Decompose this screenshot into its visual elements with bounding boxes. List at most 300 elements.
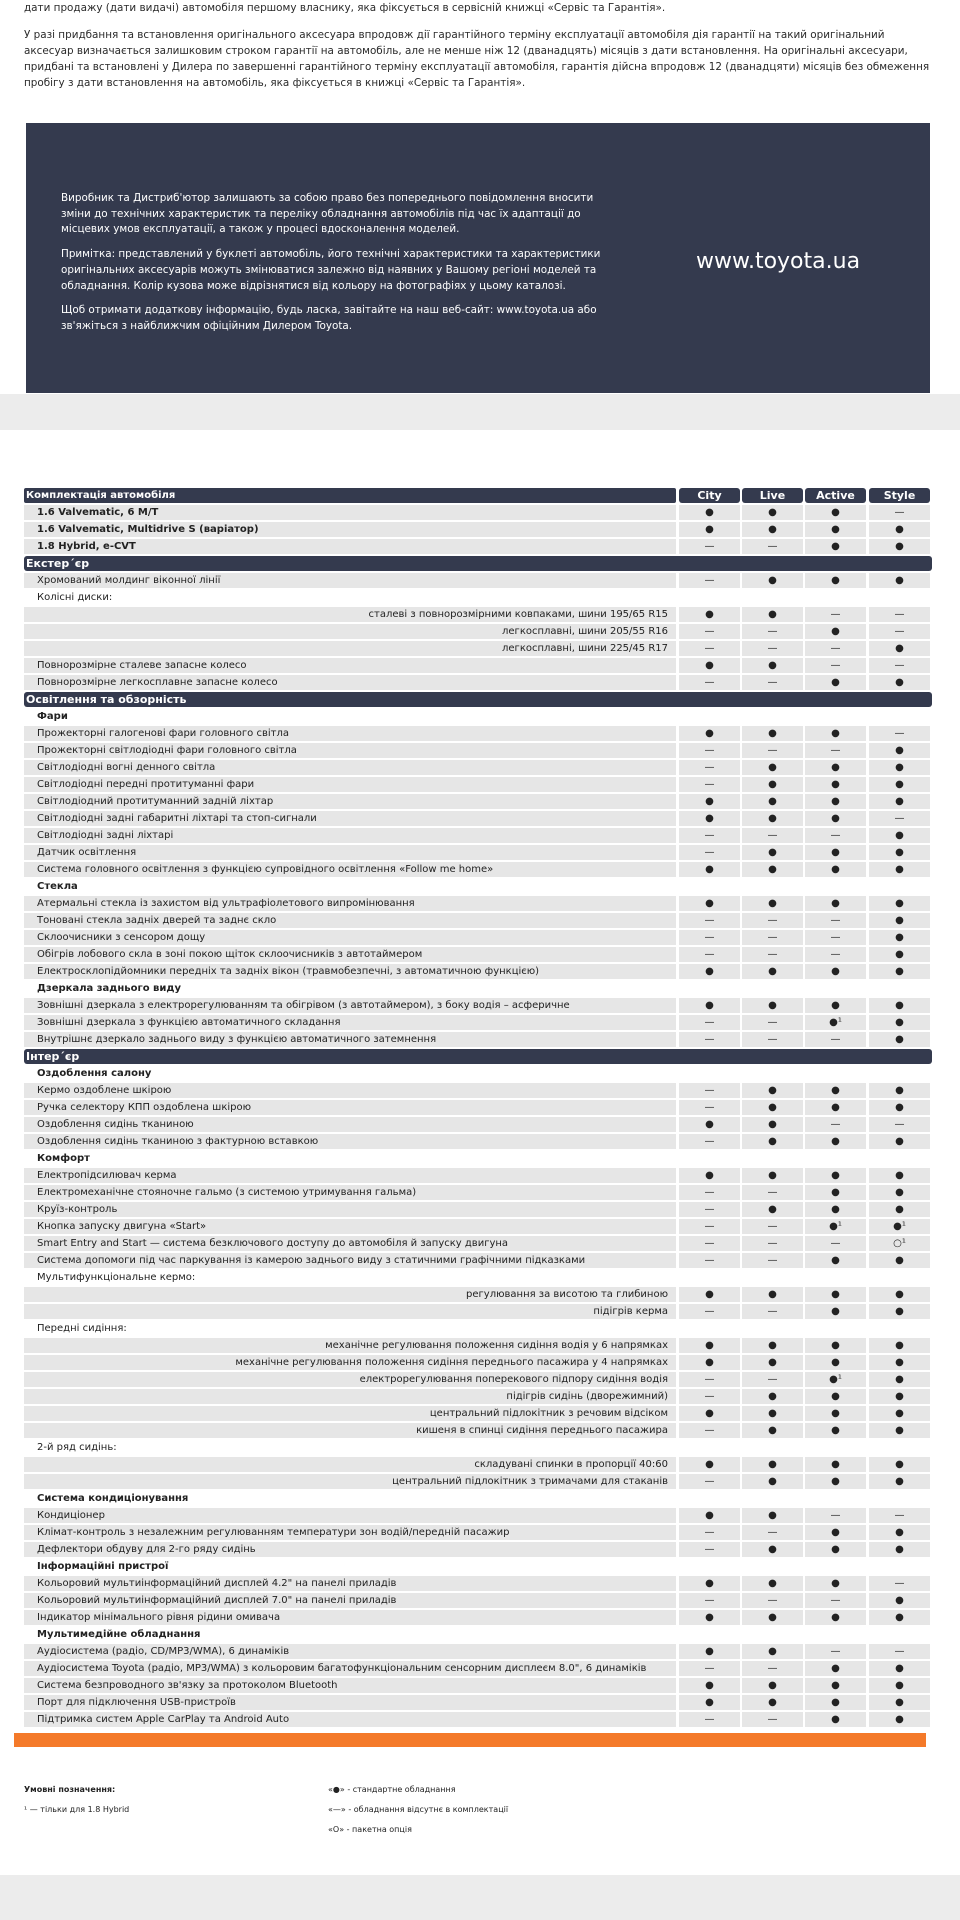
cell-style: ● (869, 1287, 930, 1302)
table-row (24, 1303, 932, 1320)
row-label: Оздоблення сидінь тканиною (24, 1117, 676, 1132)
cell-style: ● (869, 1593, 930, 1608)
row-label: Зовнішні дзеркала з електрорегулюванням та обігрівом (з автотаймером), з боку водія – асферичне (24, 998, 676, 1013)
cell-style (869, 1627, 930, 1642)
cell-style (869, 981, 930, 996)
trim-header-live: Live (742, 488, 803, 503)
row-label: Світлодіодні задні габаритні ліхтарі та стоп-сигнали (24, 811, 676, 826)
cell-city: ● (679, 1338, 740, 1353)
table-row (24, 1116, 932, 1133)
cell-city: — (679, 1372, 740, 1387)
cell-live: — (742, 1219, 803, 1234)
cell-live: — (742, 1712, 803, 1727)
table-row (24, 1320, 932, 1337)
cell-style: ● (869, 1661, 930, 1676)
cell-city: — (679, 1423, 740, 1438)
cell-style: ● (869, 1406, 930, 1421)
cell-city: — (679, 1032, 740, 1047)
cell-city: — (679, 573, 740, 588)
cell-active: ● (805, 1253, 866, 1268)
cell-style: ● (869, 1389, 930, 1404)
cell-style: ● (869, 675, 930, 690)
cell-live (742, 1627, 803, 1642)
cell-style: ●¹ (869, 1219, 930, 1234)
table-row (24, 759, 932, 776)
row-label: Система допомоги під час паркування із камерою заднього виду з статичними графічними підказками (24, 1253, 676, 1268)
table-row (24, 1235, 932, 1252)
cell-city: — (679, 828, 740, 843)
cell-live (742, 879, 803, 894)
row-label: Аудіосистема (радіо, CD/MP3/WMA), 6 динаміків (24, 1644, 676, 1659)
cell-city: ● (679, 1695, 740, 1710)
row-label: Колісні диски: (24, 590, 676, 605)
row-label: Smart Entry and Start — система безключового доступу до автомобіля й запуску двигуна (24, 1236, 676, 1251)
cell-city: — (679, 1083, 740, 1098)
cell-live: ● (742, 1117, 803, 1132)
table-row (24, 776, 932, 793)
cell-active: ● (805, 964, 866, 979)
table-row (24, 997, 932, 1014)
trim-header-city: City (679, 488, 740, 503)
row-label: Інформаційні пристрої (24, 1559, 676, 1574)
cell-active (805, 1151, 866, 1166)
row-label: Порт для підключення USB-пристроїв (24, 1695, 676, 1710)
row-label: Система головного освітлення з функцією супровідного освітлення «Follow me home» (24, 862, 676, 877)
cell-style: ● (869, 930, 930, 945)
cell-active: ● (805, 1576, 866, 1591)
table-row (24, 1575, 932, 1592)
table-row (24, 1711, 932, 1728)
cell-live: ● (742, 658, 803, 673)
cell-active: ● (805, 522, 866, 537)
cell-style: ● (869, 1610, 930, 1625)
cell-style: ● (869, 862, 930, 877)
cell-active: ● (805, 1525, 866, 1540)
cell-live: ● (742, 1406, 803, 1421)
cell-active (805, 981, 866, 996)
cell-live (742, 1270, 803, 1285)
section-header (24, 1048, 932, 1065)
cell-active: ● (805, 862, 866, 877)
cell-style: ● (869, 998, 930, 1013)
row-label: Підтримка систем Apple CarPlay та Android Auto (24, 1712, 676, 1727)
table-row (24, 1082, 932, 1099)
table-row (24, 1643, 932, 1660)
table-row (24, 1167, 932, 1184)
row-label: Комфорт (24, 1151, 676, 1166)
row-label: Датчик освітлення (24, 845, 676, 860)
cell-active: — (805, 1117, 866, 1132)
cell-live: ● (742, 862, 803, 877)
cell-live: ● (742, 1474, 803, 1489)
row-label: Хромований молдинг віконної лінії (24, 573, 676, 588)
row-label: Електропідсилювач керма (24, 1168, 676, 1183)
table-row (24, 1269, 932, 1286)
cell-city: — (679, 777, 740, 792)
cell-live: ● (742, 1202, 803, 1217)
row-label: легкосплавні, шини 205/55 R16 (24, 624, 676, 639)
row-label: Електросклопідйомники передніх та задніх вікон (травмобезпечні, з автоматичною функцією) (24, 964, 676, 979)
table-row (24, 521, 932, 538)
cell-city: — (679, 1202, 740, 1217)
cell-style (869, 1440, 930, 1455)
table-title: Комплектація автомобіля (24, 488, 676, 503)
cell-live: ● (742, 1576, 803, 1591)
row-label: Обігрів лобового скла в зоні покою щіток склоочисників з автотаймером (24, 947, 676, 962)
cell-style (869, 1151, 930, 1166)
cell-style: ● (869, 1338, 930, 1353)
cell-style (869, 1270, 930, 1285)
table-row (24, 1065, 932, 1082)
table-row (24, 1490, 932, 1507)
cell-city (679, 1559, 740, 1574)
table-row (24, 1473, 932, 1490)
row-label: Зовнішні дзеркала з функцією автоматичного складання (24, 1015, 676, 1030)
cell-style: ● (869, 1134, 930, 1149)
cell-active: — (805, 1032, 866, 1047)
cell-live: — (742, 641, 803, 656)
cell-live (742, 1491, 803, 1506)
cell-live: ● (742, 1457, 803, 1472)
cell-active: ● (805, 1355, 866, 1370)
cell-live: — (742, 1525, 803, 1540)
cell-city: — (679, 1525, 740, 1540)
cell-city: — (679, 641, 740, 656)
table-row (24, 878, 932, 895)
table-row (24, 1252, 932, 1269)
row-label: Передні сидіння: (24, 1321, 676, 1336)
cell-active (805, 1440, 866, 1455)
cell-active: ● (805, 794, 866, 809)
cell-city: — (679, 1304, 740, 1319)
cell-live: ● (742, 1508, 803, 1523)
cell-live: ● (742, 573, 803, 588)
table-row (24, 538, 932, 555)
cell-live: ● (742, 811, 803, 826)
cell-style: ○¹ (869, 1236, 930, 1251)
cell-active (805, 1321, 866, 1336)
cell-style: — (869, 1644, 930, 1659)
row-label: кишеня в спинці сидіння переднього пасажира (24, 1423, 676, 1438)
cell-live: — (742, 743, 803, 758)
cell-style (869, 879, 930, 894)
cell-style: ● (869, 539, 930, 554)
cell-active: ●¹ (805, 1372, 866, 1387)
cell-style: ● (869, 1525, 930, 1540)
row-label: 1.6 Valvematic, 6 M/T (24, 505, 676, 520)
cell-city: — (679, 760, 740, 775)
row-label: Кнопка запуску двигуна «Start» (24, 1219, 676, 1234)
cell-style: — (869, 658, 930, 673)
cell-city: — (679, 1015, 740, 1030)
cell-city: — (679, 743, 740, 758)
cell-live (742, 1066, 803, 1081)
legend-title: Умовні позначення: (24, 1785, 116, 1794)
cell-style: ● (869, 743, 930, 758)
cell-active: ● (805, 1100, 866, 1115)
row-label: Система безпроводного зв'язку за протоколом Bluetooth (24, 1678, 676, 1693)
row-label: Ручка селектору КПП оздоблена шкірою (24, 1100, 676, 1115)
cell-style: ● (869, 641, 930, 656)
cell-city: — (679, 1219, 740, 1234)
cell-active (805, 1627, 866, 1642)
cell-style: ● (869, 1168, 930, 1183)
cell-city: ● (679, 896, 740, 911)
row-label: Дефлектори обдуву для 2-го ряду сидінь (24, 1542, 676, 1557)
cell-city: ● (679, 1355, 740, 1370)
cell-style (869, 1559, 930, 1574)
row-label: підігрів сидінь (дворежимний) (24, 1389, 676, 1404)
row-label: Мультифункціональне кермо: (24, 1270, 676, 1285)
cell-live: ● (742, 1134, 803, 1149)
table-row (24, 1592, 932, 1609)
cell-style: ● (869, 794, 930, 809)
cell-active: ● (805, 1185, 866, 1200)
legend-note: ¹ — тільки для 1.8 Hybrid (24, 1805, 130, 1814)
cell-style: — (869, 811, 930, 826)
row-label: 1.6 Valvematic, Multidrive S (варіатор) (24, 522, 676, 537)
table-row (24, 708, 932, 725)
cell-city (679, 1066, 740, 1081)
table-header (24, 487, 932, 504)
row-label: Електромеханічне стояночне гальмо (з системою утримування гальма) (24, 1185, 676, 1200)
row-label: Оздоблення салону (24, 1066, 676, 1081)
cell-active: ● (805, 1287, 866, 1302)
row-label: сталеві з повнорозмірними ковпаками, шини 195/65 R15 (24, 607, 676, 622)
cell-active: — (805, 947, 866, 962)
cell-city: ● (679, 1457, 740, 1472)
table-row (24, 1184, 932, 1201)
table-row (24, 963, 932, 980)
cell-city: — (679, 624, 740, 639)
table-row (24, 895, 932, 912)
cell-city: ● (679, 1610, 740, 1625)
table-row (24, 1201, 932, 1218)
cell-city: ● (679, 1508, 740, 1523)
row-label: Прожекторні світлодіодні фари головного світла (24, 743, 676, 758)
intro-paragraph: У разі придбання та встановлення оригінального аксесуара впродовж дії гарантійного терміну експлуатації автомобіля дія гарантії на такий оригінальний аксесуар визначається залишковим строком гарантії на автомобіль, але не менше ніж 12 (дванадцять) місяців з дати встановлення. На оригінальні аксесуари, придбані та встановлені у Дилера по завершенні гарантійного терміну експлуатації автомобіля, гарантія дійсна впродовж 12 (дванадцяти) місяців без обмеження пробігу з дати встановлення на автомобіль, яка фіксується в книжці «Сервіс та Гарантія». (24, 29, 930, 89)
cell-live (742, 709, 803, 724)
row-label: Кондиціонер (24, 1508, 676, 1523)
page-top (0, 0, 960, 394)
cell-active (805, 709, 866, 724)
cell-live (742, 1559, 803, 1574)
cell-active: — (805, 607, 866, 622)
cell-active: ● (805, 1712, 866, 1727)
cell-live: — (742, 539, 803, 554)
legend-package: «О» - пакетна опція (328, 1825, 412, 1834)
cell-live: ● (742, 794, 803, 809)
row-label: складувані спинки в пропорції 40:60 (24, 1457, 676, 1472)
cell-style (869, 1491, 930, 1506)
row-label: 2-й ряд сидінь: (24, 1440, 676, 1455)
cell-city: — (679, 1253, 740, 1268)
cell-style (869, 1321, 930, 1336)
cell-city: — (679, 1389, 740, 1404)
cell-active: ● (805, 1168, 866, 1183)
table-row (24, 1677, 932, 1694)
cell-active: ● (805, 505, 866, 520)
cell-live: ● (742, 1678, 803, 1693)
cell-city (679, 1270, 740, 1285)
cell-style: ● (869, 845, 930, 860)
page-gap (0, 394, 960, 430)
cell-live: — (742, 1304, 803, 1319)
row-label: Склоочисники з сенсором дощу (24, 930, 676, 945)
cell-active: ● (805, 573, 866, 588)
cell-city: — (679, 1185, 740, 1200)
cell-style: ● (869, 760, 930, 775)
row-label: Атермальні стекла із захистом від ультрафіолетового випромінювання (24, 896, 676, 911)
row-label: Дзеркала заднього виду (24, 981, 676, 996)
cell-active (805, 1270, 866, 1285)
table-row (24, 1694, 932, 1711)
intro-text (24, 0, 936, 102)
row-label: Світлодіодний протитуманний задній ліхтар (24, 794, 676, 809)
cell-city: — (679, 1474, 740, 1489)
cell-city: ● (679, 862, 740, 877)
cell-live: ● (742, 607, 803, 622)
table-row (24, 1388, 932, 1405)
row-label: центральний підлокітник з тримачами для стаканів (24, 1474, 676, 1489)
cell-city: — (679, 1661, 740, 1676)
row-label: Тоновані стекла задніх дверей та заднє скло (24, 913, 676, 928)
cell-live: — (742, 1661, 803, 1676)
cell-active: ● (805, 998, 866, 1013)
cell-live: ● (742, 522, 803, 537)
cell-style: ● (869, 1695, 930, 1710)
table-row (24, 640, 932, 657)
row-label: Повнорозмірне легкосплавне запасне колесо (24, 675, 676, 690)
cell-style (869, 590, 930, 605)
table-row (24, 1456, 932, 1473)
cell-live: — (742, 1372, 803, 1387)
cell-city: — (679, 913, 740, 928)
cell-city (679, 1151, 740, 1166)
table-row (24, 861, 932, 878)
cell-active: — (805, 930, 866, 945)
cell-style: ● (869, 1015, 930, 1030)
table-row (24, 572, 932, 589)
table-row (24, 1422, 932, 1439)
cell-active: ● (805, 726, 866, 741)
cell-live: — (742, 828, 803, 843)
table-row (24, 589, 932, 606)
cell-style: — (869, 726, 930, 741)
cell-city: — (679, 1712, 740, 1727)
cell-active: ● (805, 1474, 866, 1489)
row-label: Кольоровий мультиінформаційний дисплей 4.2" на панелі приладів (24, 1576, 676, 1591)
section-header (24, 555, 932, 572)
table-row (24, 827, 932, 844)
cell-live: ● (742, 1644, 803, 1659)
cell-style: ● (869, 1372, 930, 1387)
cell-active: ● (805, 1338, 866, 1353)
cell-active (805, 590, 866, 605)
legend-left (24, 1780, 129, 1820)
cell-active: ● (805, 777, 866, 792)
cell-active (805, 1491, 866, 1506)
cell-city: — (679, 845, 740, 860)
cell-live: ● (742, 1389, 803, 1404)
cell-live: — (742, 1253, 803, 1268)
cell-style: ● (869, 522, 930, 537)
cell-city (679, 1440, 740, 1455)
cell-live: ● (742, 1100, 803, 1115)
table-row (24, 810, 932, 827)
cell-active (805, 1559, 866, 1574)
cell-city: ● (679, 964, 740, 979)
cell-live: — (742, 675, 803, 690)
cell-style: ● (869, 896, 930, 911)
cell-live: ● (742, 726, 803, 741)
table-row (24, 1660, 932, 1677)
table-row (24, 1439, 932, 1456)
cell-live: ● (742, 1423, 803, 1438)
table-row (24, 1099, 932, 1116)
cell-style: ● (869, 1355, 930, 1370)
row-label: Мультимедійне обладнання (24, 1627, 676, 1642)
cell-style: ● (869, 1253, 930, 1268)
notice-text (61, 191, 606, 344)
cell-style: — (869, 1117, 930, 1132)
row-label: центральний підлокітник з речовим відсіком (24, 1406, 676, 1421)
cell-active (805, 1066, 866, 1081)
row-label: механічне регулювання положення сидіння переднього пасажира у 4 напрямках (24, 1355, 676, 1370)
table-row (24, 1371, 932, 1388)
cell-active: ● (805, 1542, 866, 1557)
cell-live: — (742, 1032, 803, 1047)
cell-style: ● (869, 913, 930, 928)
cell-live: — (742, 1015, 803, 1030)
table-row (24, 1626, 932, 1643)
cell-city (679, 1321, 740, 1336)
cell-city: — (679, 1593, 740, 1608)
cell-live (742, 1321, 803, 1336)
cell-city (679, 981, 740, 996)
table-row (24, 657, 932, 674)
row-label: Повнорозмірне сталеве запасне колесо (24, 658, 676, 673)
cell-active: — (805, 1593, 866, 1608)
cell-city: ● (679, 1644, 740, 1659)
cell-city: ● (679, 505, 740, 520)
cell-city: ● (679, 811, 740, 826)
cell-active: ● (805, 1389, 866, 1404)
row-label: легкосплавні, шини 225/45 R17 (24, 641, 676, 656)
cell-city: — (679, 1100, 740, 1115)
cell-style: ● (869, 828, 930, 843)
table-row (24, 793, 932, 810)
cell-live: ● (742, 1338, 803, 1353)
row-label: Фари (24, 709, 676, 724)
cell-style (869, 709, 930, 724)
cell-live: — (742, 913, 803, 928)
row-label: Клімат-контроль з незалежним регулюванням температури зон водій/передній пасажир (24, 1525, 676, 1540)
cell-active: ● (805, 1134, 866, 1149)
cell-active: ● (805, 896, 866, 911)
cell-live: ● (742, 1542, 803, 1557)
website-link[interactable]: www.toyota.ua (696, 249, 861, 274)
notice-paragraph: Виробник та Дистриб'ютор залишають за собою право без попереднього повідомлення вносити зміни до технічних характеристик та переліку обладнання автомобілів під час їх адаптації до місцевих умов експлуатації, а також у процесі вдосконалення моделей. (61, 192, 594, 236)
cell-city: ● (679, 658, 740, 673)
notice-paragraph: Щоб отримати додаткову інформацію, будь ласка, завітайте на наш веб-сайт: www.toyota.ua або зв'яжіться з найближчим офіційним Дилером Toyota. (61, 304, 597, 332)
cell-active: — (805, 828, 866, 843)
cell-active: ● (805, 845, 866, 860)
cell-active: ● (805, 1678, 866, 1693)
cell-active: ● (805, 1423, 866, 1438)
cell-style: ● (869, 964, 930, 979)
cell-active: ● (805, 1695, 866, 1710)
